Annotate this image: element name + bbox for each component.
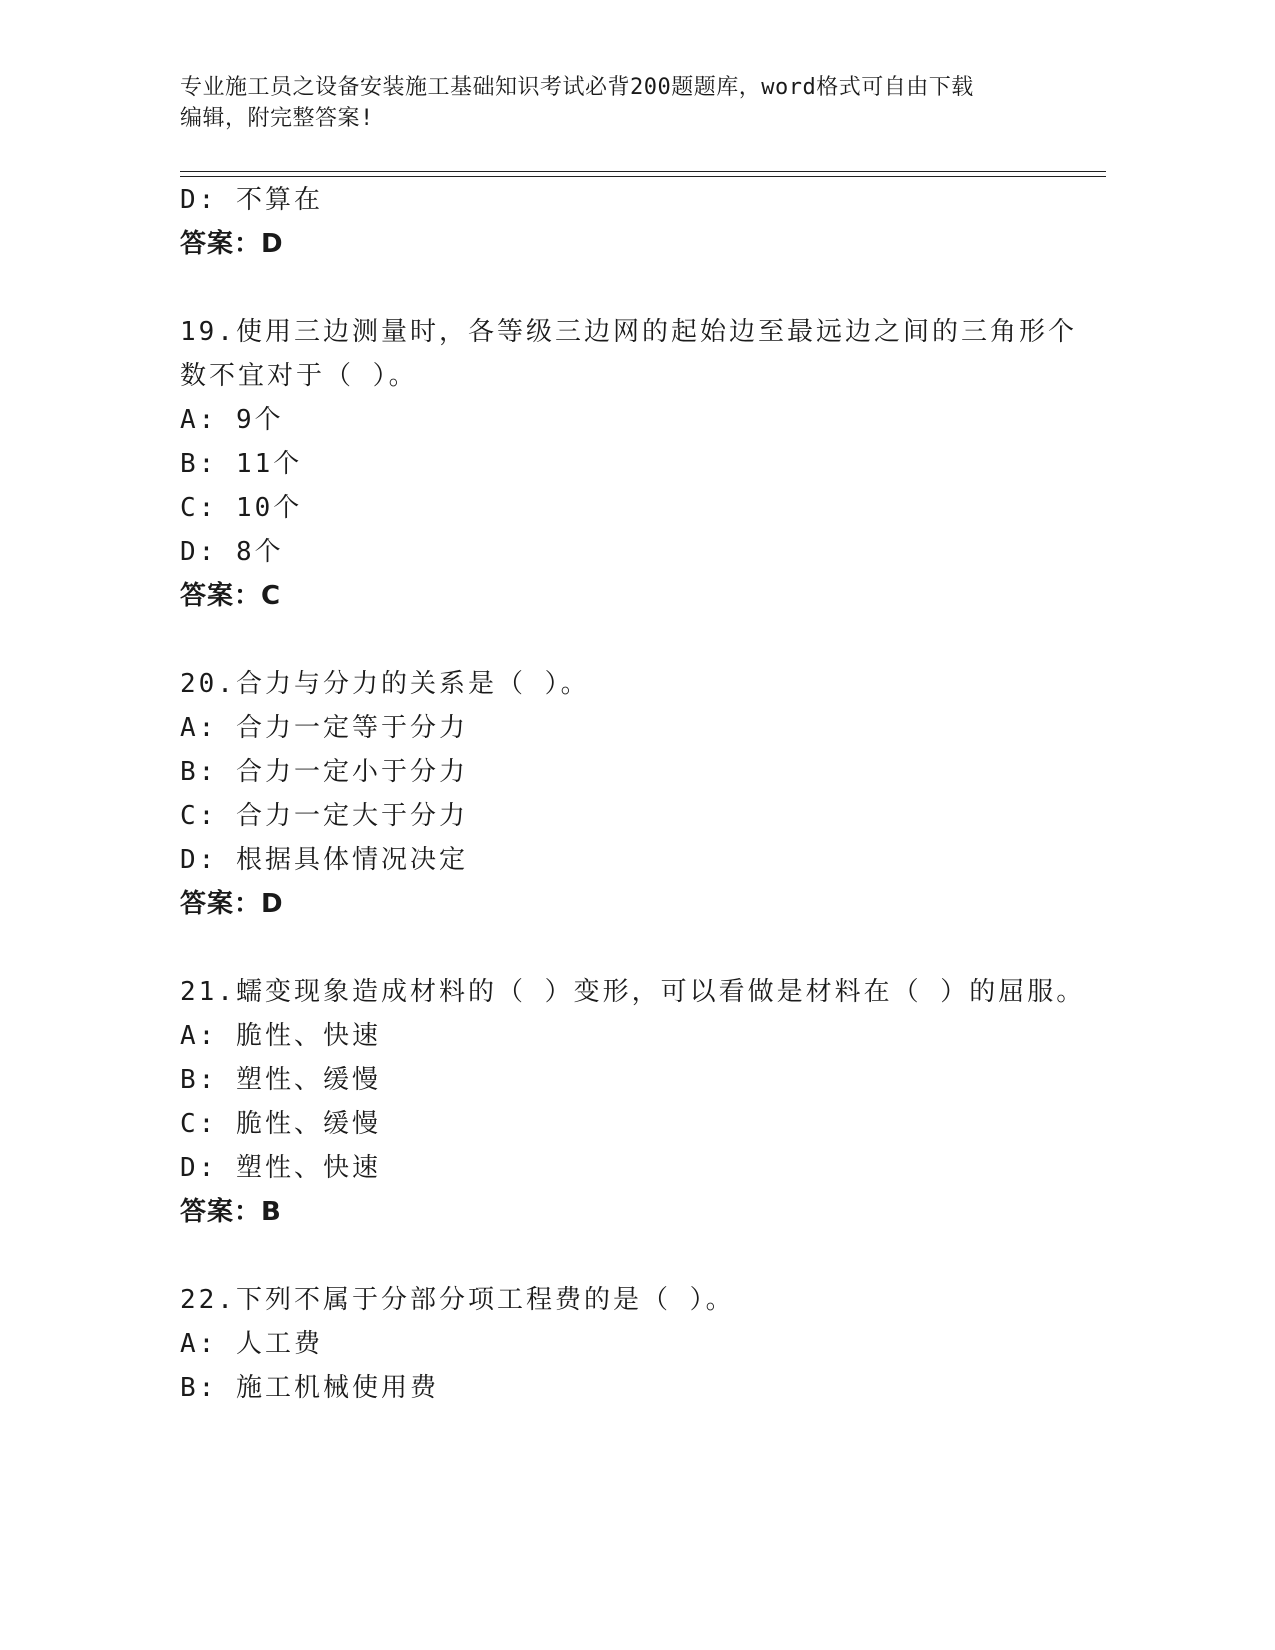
answer-label: 答案：B — [180, 1197, 282, 1227]
question-22 — [180, 1278, 1080, 1410]
question-20 — [180, 662, 1080, 926]
question-21 — [180, 970, 1086, 1234]
question-text: 20.合力与分力的关系是（ ）。 — [180, 669, 590, 699]
header-title-line-2: 编辑，附完整答案! — [180, 106, 374, 131]
option-d: D: 塑性、快速 — [180, 1153, 381, 1183]
option-c: C: 合力一定大于分力 — [180, 801, 468, 831]
option-a: A: 脆性、快速 — [180, 1021, 381, 1051]
option-a: A: 人工费 — [180, 1329, 323, 1359]
spacer — [180, 266, 1080, 310]
option-b: B: 施工机械使用费 — [180, 1373, 439, 1403]
option-b: B: 11个 — [180, 449, 303, 479]
answer-label: 答案：D — [180, 229, 284, 259]
question-text: 22.下列不属于分部分项工程费的是（ ）。 — [180, 1285, 735, 1315]
option-b: B: 塑性、缓慢 — [180, 1065, 381, 1095]
spacer — [180, 618, 1080, 662]
option-a: A: 合力一定等于分力 — [180, 713, 468, 743]
option-d: D: 不算在 — [180, 185, 323, 215]
question-list — [180, 178, 1086, 1410]
spacer — [180, 1234, 1080, 1278]
question-19 — [180, 310, 1080, 618]
question-18 — [180, 178, 1080, 266]
header-divider-top — [180, 171, 1106, 172]
spacer — [180, 926, 1080, 970]
option-a: A: 9个 — [180, 405, 284, 435]
option-c: C: 10个 — [180, 493, 303, 523]
question-text-line-1: 19.使用三边测量时，各等级三边网的起始边至最远边之间的三角形个 — [180, 317, 1077, 347]
question-text-line-2: 数不宜对于（ ）。 — [180, 361, 418, 391]
document-header — [180, 72, 1060, 134]
option-d: D: 8个 — [180, 537, 284, 567]
header-title-line-1: 专业施工员之设备安装施工基础知识考试必背200题题库，word格式可自由下载 — [180, 75, 974, 100]
question-text: 21.蠕变现象造成材料的（ ）变形，可以看做是材料在（ ）的屈服。 — [180, 977, 1086, 1007]
answer-label: 答案：C — [180, 581, 282, 611]
option-c: C: 脆性、缓慢 — [180, 1109, 381, 1139]
option-b: B: 合力一定小于分力 — [180, 757, 468, 787]
option-d: D: 根据具体情况决定 — [180, 845, 468, 875]
answer-label: 答案：D — [180, 889, 284, 919]
header-divider-bottom — [180, 176, 1106, 177]
